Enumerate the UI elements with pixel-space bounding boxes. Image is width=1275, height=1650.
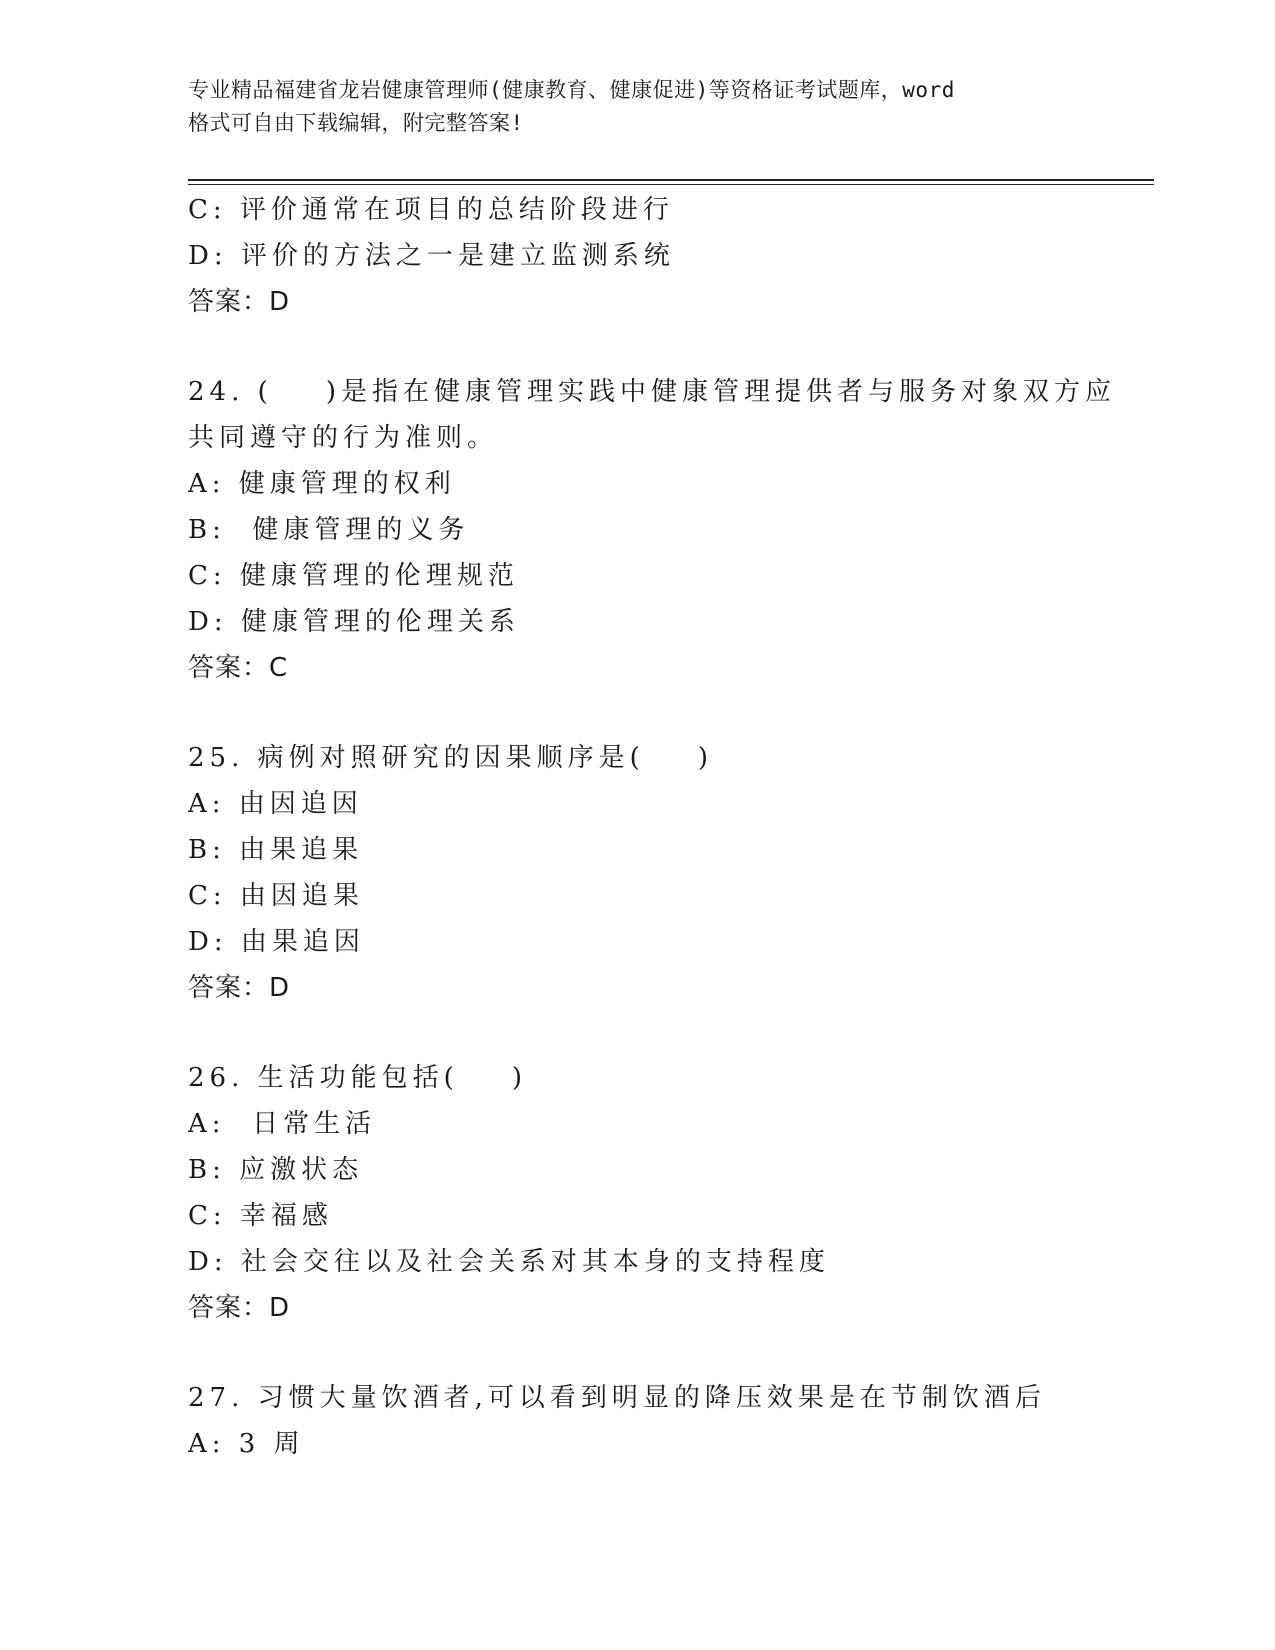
prev-option-d: D: 评价的方法之一是建立监测系统 bbox=[188, 241, 675, 271]
question-25-option-c: C: 由因追果 bbox=[188, 881, 364, 911]
question-25-option-b: B: 由果追果 bbox=[188, 835, 364, 865]
question-27-stem: 27. 习惯大量饮酒者,可以看到明显的降压效果是在节制饮酒后 bbox=[188, 1383, 1046, 1413]
question-24-answer: 答案：C bbox=[188, 653, 289, 683]
question-24-option-d: D: 健康管理的伦理关系 bbox=[188, 607, 520, 637]
question-27-option-a: A: 3 周 bbox=[188, 1429, 305, 1459]
header-divider-thin bbox=[188, 184, 1154, 185]
question-25-stem: 25. 病例对照研究的因果顺序是( ) bbox=[188, 743, 713, 773]
question-26-option-c: C: 幸福感 bbox=[188, 1201, 333, 1231]
question-26-option-b: B: 应激状态 bbox=[188, 1155, 364, 1185]
question-24-option-a: A: 健康管理的权利 bbox=[188, 469, 456, 499]
prev-answer: 答案：D bbox=[188, 287, 291, 317]
document-header bbox=[188, 74, 1068, 140]
question-24-stem-line-1: 24. ( )是指在健康管理实践中健康管理提供者与服务对象双方应 bbox=[188, 377, 1116, 407]
question-24-option-c: C: 健康管理的伦理规范 bbox=[188, 561, 519, 591]
question-24-option-b: B: 健康管理的义务 bbox=[188, 515, 470, 545]
question-25-answer: 答案：D bbox=[188, 973, 291, 1003]
question-25-option-d: D: 由果追因 bbox=[188, 927, 365, 957]
prev-option-c: C: 评价通常在项目的总结阶段进行 bbox=[188, 195, 674, 225]
question-26-option-a: A: 日常生活 bbox=[188, 1109, 377, 1139]
header-line-1: 专业精品福建省龙岩健康管理师(健康教育、健康促进)等资格证考试题库，word bbox=[188, 78, 955, 102]
question-26-option-d: D: 社会交往以及社会关系对其本身的支持程度 bbox=[188, 1247, 830, 1277]
header-line-2: 格式可自由下载编辑，附完整答案! bbox=[188, 111, 524, 135]
header-divider-thick bbox=[188, 179, 1154, 181]
question-26-answer: 答案：D bbox=[188, 1293, 291, 1323]
question-25-option-a: A: 由因追因 bbox=[188, 789, 363, 819]
question-24-stem-line-2: 共同遵守的行为准则。 bbox=[188, 423, 499, 453]
question-26-stem: 26. 生活功能包括( ) bbox=[188, 1063, 527, 1093]
